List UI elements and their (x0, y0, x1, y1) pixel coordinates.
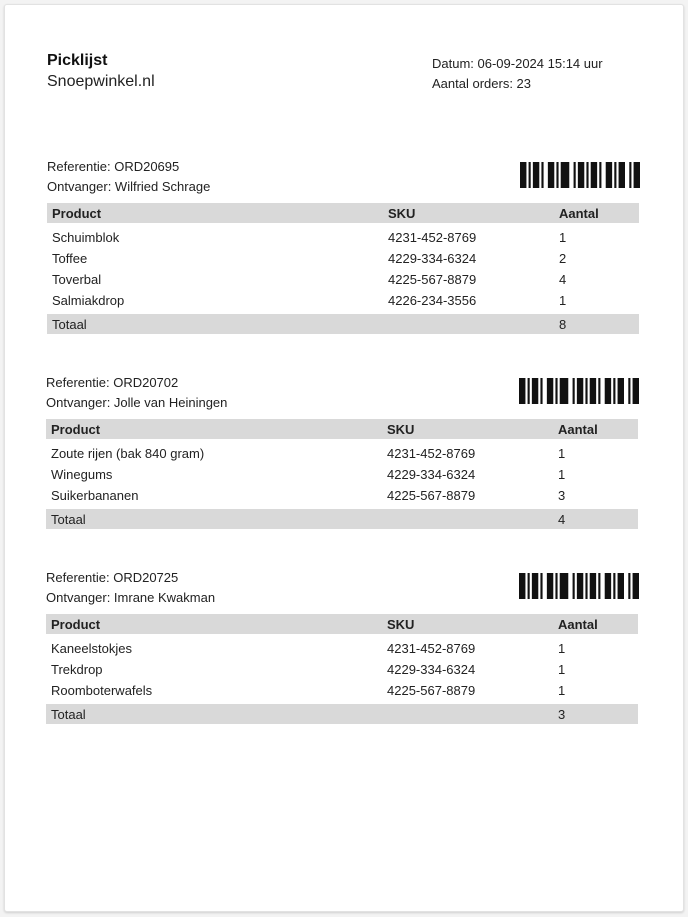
item-product: Schuimblok (52, 230, 120, 245)
barcode-bar (598, 573, 600, 599)
barcode-bar (628, 573, 630, 599)
item-product: Toffee (52, 251, 88, 266)
barcode-bar (529, 162, 531, 188)
item-sku: 4229-334-6324 (387, 662, 476, 677)
column-header-product: Product (47, 203, 383, 223)
barcode-bar (629, 162, 631, 188)
barcode-bar (532, 378, 538, 404)
order-items-table (46, 419, 638, 529)
item-qty: 1 (558, 467, 566, 482)
barcode-bar (605, 378, 611, 404)
item-qty: 1 (558, 446, 566, 461)
barcode-bar (548, 162, 554, 188)
barcode (519, 378, 639, 404)
order-reference: Referentie: ORD20702 (46, 375, 179, 390)
barcode-bar (556, 162, 558, 188)
table-row (47, 269, 639, 290)
table-row (47, 290, 639, 314)
barcode-bar (560, 378, 569, 404)
total-label: Totaal (46, 509, 382, 529)
barcode-bar (618, 378, 624, 404)
table-header-row (46, 614, 638, 634)
total-spacer (382, 704, 553, 724)
barcode-bar (585, 573, 587, 599)
table-row (46, 485, 638, 509)
order-block (46, 375, 639, 575)
barcode-bar (528, 573, 530, 599)
item-product: Trekdrop (51, 662, 103, 677)
table-row (46, 680, 638, 704)
column-header-sku: SKU (382, 614, 553, 634)
order-block (46, 570, 639, 770)
item-qty: 1 (558, 641, 566, 656)
item-sku: 4225-567-8879 (387, 488, 476, 503)
column-header-qty: Aantal (553, 614, 638, 634)
total-qty: 8 (554, 314, 639, 334)
item-sku: 4229-334-6324 (388, 251, 477, 266)
barcode-bar (590, 573, 596, 599)
table-header-row (47, 203, 639, 223)
table-row (46, 464, 638, 485)
picklist-meta (432, 54, 603, 93)
order-recipient: Ontvanger: Imrane Kwakman (46, 590, 216, 605)
order-items-table (46, 614, 638, 724)
column-header-sku: SKU (382, 419, 553, 439)
column-header-qty: Aantal (553, 419, 638, 439)
column-header-product: Product (46, 614, 382, 634)
table-row (47, 248, 639, 269)
item-product: Salmiakdrop (52, 293, 125, 308)
item-sku: 4231-452-8769 (387, 641, 476, 656)
barcode-bar (606, 162, 612, 188)
total-label: Totaal (47, 314, 383, 334)
item-product: Winegums (51, 467, 113, 482)
item-qty: 1 (558, 683, 566, 698)
barcode-bar (633, 573, 639, 599)
barcode-bar (586, 162, 588, 188)
total-row (47, 314, 639, 334)
table-row (46, 634, 638, 659)
order-items-table (47, 203, 639, 334)
order-count: Aantal orders: 23 (432, 75, 532, 91)
barcode-bar (519, 573, 525, 599)
barcode-bar (533, 162, 539, 188)
barcode-bar (541, 162, 543, 188)
page-title: Picklijst (47, 52, 108, 69)
barcode-bar (528, 378, 530, 404)
barcode-bar (560, 573, 569, 599)
barcode-bar (577, 573, 583, 599)
item-sku: 4226-234-3556 (388, 293, 477, 308)
item-qty: 2 (559, 251, 567, 266)
barcode-bar (547, 573, 553, 599)
item-qty: 1 (559, 230, 567, 245)
item-product: Roomboterwafels (51, 683, 153, 698)
order-block (47, 159, 640, 359)
barcode-bar (618, 573, 624, 599)
item-product: Suikerbananen (51, 488, 139, 503)
table-row (47, 223, 639, 248)
table-row (46, 659, 638, 680)
total-row (46, 509, 638, 529)
item-sku: 4229-334-6324 (387, 467, 476, 482)
item-qty: 4 (559, 272, 567, 287)
total-qty: 4 (553, 509, 638, 529)
barcode-bar (634, 162, 640, 188)
table-row (46, 439, 638, 464)
barcode-bar (519, 378, 525, 404)
item-sku: 4231-452-8769 (388, 230, 477, 245)
order-recipient: Ontvanger: Wilfried Schrage (47, 179, 211, 194)
barcode-bar (633, 378, 639, 404)
barcode-bar (561, 162, 570, 188)
order-recipient: Ontvanger: Jolle van Heiningen (46, 395, 228, 410)
column-header-product: Product (46, 419, 382, 439)
barcode-bar (591, 162, 597, 188)
barcode (519, 573, 639, 599)
barcode-bar (613, 573, 615, 599)
barcode-bar (619, 162, 625, 188)
barcode-bar (578, 162, 584, 188)
total-spacer (382, 509, 553, 529)
item-sku: 4225-567-8879 (387, 683, 476, 698)
barcode-bar (590, 378, 596, 404)
picklist-page (4, 4, 684, 912)
total-spacer (383, 314, 554, 334)
barcode-bar (540, 378, 542, 404)
barcode-bar (577, 378, 583, 404)
barcode-bar (555, 378, 557, 404)
barcode-bar (614, 162, 616, 188)
item-qty: 3 (558, 488, 566, 503)
item-product: Zoute rijen (bak 840 gram) (51, 446, 205, 461)
barcode-bar (573, 573, 575, 599)
barcode-bar (598, 378, 600, 404)
barcode-bar (540, 573, 542, 599)
item-qty: 1 (559, 293, 567, 308)
barcode-bar (628, 378, 630, 404)
column-header-qty: Aantal (554, 203, 639, 223)
table-header-row (46, 419, 638, 439)
item-product: Kaneelstokjes (51, 641, 132, 656)
column-header-sku: SKU (383, 203, 554, 223)
barcode-bar (547, 378, 553, 404)
barcode-bar (555, 573, 557, 599)
total-qty: 3 (553, 704, 638, 724)
barcode-bar (613, 378, 615, 404)
barcode-bar (573, 378, 575, 404)
barcode-bar (599, 162, 601, 188)
shop-name: Snoepwinkel.nl (47, 73, 155, 90)
barcode-bar (605, 573, 611, 599)
total-label: Totaal (46, 704, 382, 724)
barcode-bar (532, 573, 538, 599)
item-sku: 4231-452-8769 (387, 446, 476, 461)
total-row (46, 704, 638, 724)
item-sku: 4225-567-8879 (388, 272, 477, 287)
barcode (520, 162, 640, 188)
picklist-date: Datum: 06-09-2024 15:14 uur (432, 56, 603, 71)
order-reference: Referentie: ORD20695 (47, 159, 180, 174)
item-qty: 1 (558, 662, 566, 677)
barcode-bar (520, 162, 526, 188)
barcode-bar (574, 162, 576, 188)
barcode-bar (585, 378, 587, 404)
order-reference: Referentie: ORD20725 (46, 570, 179, 585)
item-product: Toverbal (52, 272, 102, 287)
